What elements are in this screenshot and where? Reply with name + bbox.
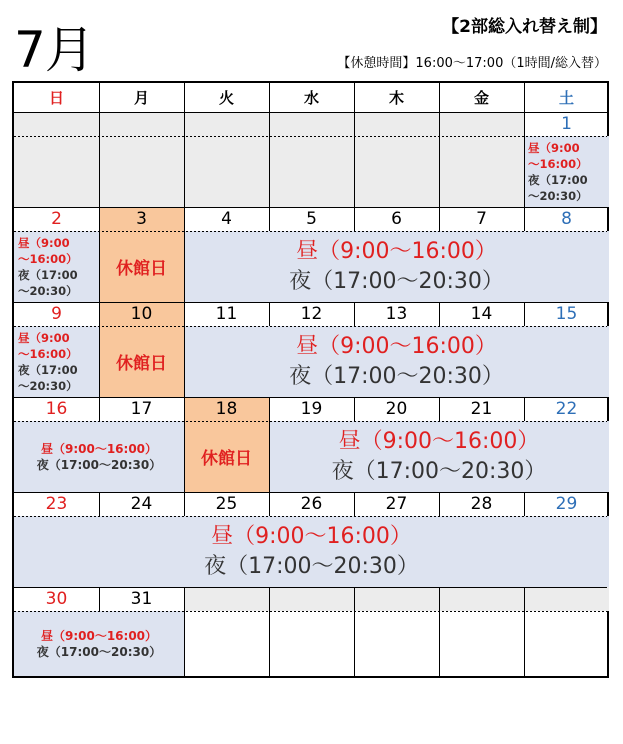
day-number: 21	[470, 399, 493, 419]
schedule-cell: 昼（9:00〜16:00） 夜（17:00〜20:30）	[14, 611, 184, 676]
day-number: 9	[51, 304, 62, 324]
day-number: 10	[99, 302, 184, 326]
day-number: 14	[470, 304, 493, 324]
schedule-cell: 昼（9:00 〜16:00） 夜（17:00 〜20:30）	[524, 136, 609, 207]
day-number: 30	[45, 589, 68, 609]
weekday-fri: 金	[473, 89, 489, 107]
schedule-cell: 昼（9:00〜16:00） 夜（17:00〜20:30）	[269, 421, 609, 492]
schedule-cell: 昼（9:00〜16:00） 夜（17:00〜20:30）	[184, 326, 609, 397]
day-number: 2	[51, 209, 62, 229]
break-time-info: 【休憩時間】16:00〜17:00（1時間/総入替）	[337, 56, 607, 71]
day-number: 4	[221, 209, 232, 229]
day-number: 17	[130, 399, 153, 419]
day-number: 5	[306, 209, 317, 229]
day-number: 27	[385, 494, 408, 514]
day-number: 19	[300, 399, 323, 419]
day-number: 1	[561, 114, 572, 134]
day-number: 25	[215, 494, 238, 514]
day-number: 31	[130, 589, 153, 609]
weekday-sun: 日	[48, 89, 64, 107]
day-number: 22	[555, 399, 578, 419]
day-number: 11	[215, 304, 238, 324]
weekday-mon: 月	[133, 89, 149, 107]
calendar-grid	[12, 81, 609, 678]
weekday-tue: 火	[218, 89, 234, 107]
day-number: 23	[45, 494, 68, 514]
day-number: 26	[300, 494, 323, 514]
schedule-cell: 昼（9:00 〜16:00） 夜（17:00 〜20:30）	[14, 326, 99, 397]
day-number: 18	[184, 397, 269, 421]
closed-day: 休館日	[99, 231, 184, 302]
weekday-thu: 木	[388, 89, 404, 107]
day-number: 3	[99, 207, 184, 231]
schedule-cell: 昼（9:00 〜16:00） 夜（17:00 〜20:30）	[14, 231, 99, 302]
day-number: 6	[391, 209, 402, 229]
system-title: 【2部総入れ替え制】	[442, 17, 607, 37]
closed-day: 休館日	[99, 326, 184, 397]
month-title: 7月	[14, 21, 94, 79]
day-number: 20	[385, 399, 408, 419]
day-number: 13	[385, 304, 408, 324]
closed-day: 休館日	[184, 421, 269, 492]
day-number: 28	[470, 494, 493, 514]
day-number: 8	[561, 209, 572, 229]
schedule-cell: 昼（9:00〜16:00） 夜（17:00〜20:30）	[14, 421, 184, 492]
day-number: 7	[476, 209, 487, 229]
day-number: 15	[555, 304, 578, 324]
day-number: 24	[130, 494, 153, 514]
schedule-cell: 昼（9:00〜16:00） 夜（17:00〜20:30）	[14, 516, 609, 587]
day-number: 29	[555, 494, 578, 514]
weekday-sat: 土	[558, 89, 574, 107]
schedule-cell: 昼（9:00〜16:00） 夜（17:00〜20:30）	[184, 231, 609, 302]
day-number: 16	[45, 399, 68, 419]
grid-lines	[14, 83, 607, 676]
weekday-wed: 水	[303, 89, 319, 107]
day-number: 12	[300, 304, 323, 324]
